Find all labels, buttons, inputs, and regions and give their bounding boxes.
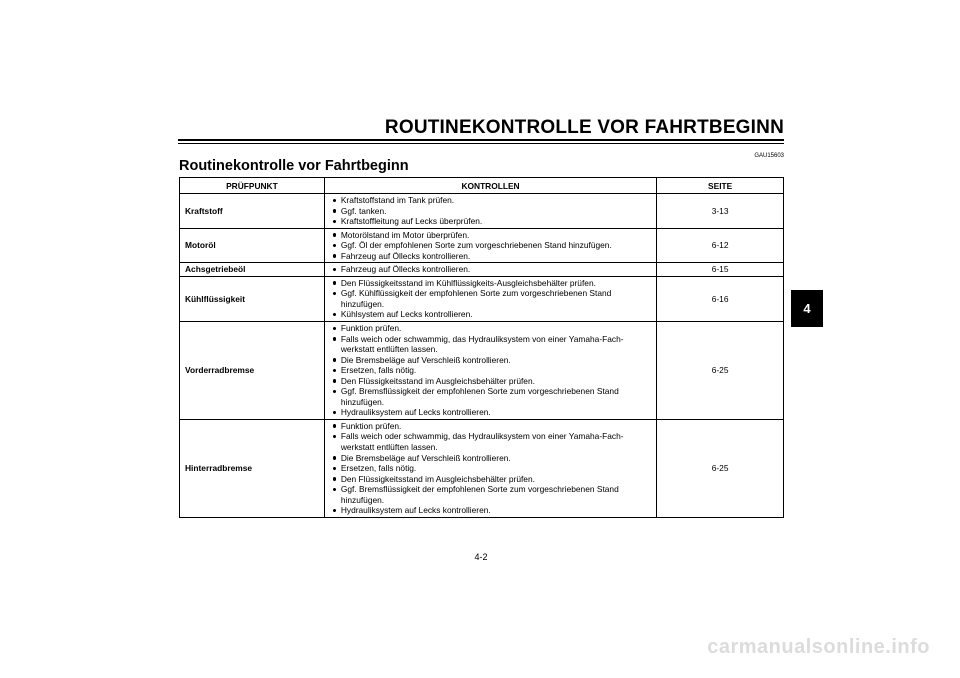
checks-list xyxy=(332,195,654,227)
check-item: Ggf. Bremsflüssigkeit der empfohlenen Sorte zum vorgeschriebenen Stand hinzufügen. xyxy=(332,484,654,505)
table-row xyxy=(180,228,784,263)
checks-list xyxy=(332,230,654,262)
page-ref-cell: 6-16 xyxy=(657,276,784,321)
check-item: Fahrzeug auf Öllecks kontrollieren. xyxy=(332,251,654,262)
item-cell: Hinterradbremse xyxy=(180,419,325,517)
checks-cell xyxy=(324,263,656,277)
check-item: Die Bremsbeläge auf Verschleiß kontrollieren. xyxy=(332,453,654,464)
item-cell: Kühlflüssigkeit xyxy=(180,276,325,321)
table-row xyxy=(180,322,784,420)
item-cell: Vorderradbremse xyxy=(180,322,325,420)
column-header-checks: KONTROLLEN xyxy=(324,178,656,194)
check-item: Den Flüssigkeitsstand im Kühlflüssigkeits-Ausgleichsbehälter prüfen. xyxy=(332,278,654,289)
check-item: Ggf. Bremsflüssigkeit der empfohlenen Sorte zum vorgeschriebenen Stand hinzufügen. xyxy=(332,386,654,407)
check-item: Ersetzen, falls nötig. xyxy=(332,463,654,474)
column-header-page: SEITE xyxy=(657,178,784,194)
checks-list xyxy=(332,323,654,418)
page-header-title: ROUTINEKONTROLLE VOR FAHRTBEGINN xyxy=(384,117,784,138)
table-row xyxy=(180,263,784,277)
section-title: Routinekontrolle vor Fahrtbeginn xyxy=(179,158,409,174)
check-item: Hydrauliksystem auf Lecks kontrollieren. xyxy=(332,407,654,418)
page-ref-cell: 3-13 xyxy=(657,194,784,229)
check-item: Ggf. Kühlflüssigkeit der empfohlenen Sorte zum vorgeschriebenen Stand hinzufügen. xyxy=(332,288,654,309)
table-row xyxy=(180,419,784,517)
item-cell: Achsgetriebeöl xyxy=(180,263,325,277)
page-ref-cell: 6-25 xyxy=(657,419,784,517)
page-ref-cell: 6-12 xyxy=(657,228,784,263)
checks-list xyxy=(332,264,654,275)
check-item: Den Flüssigkeitsstand im Ausgleichsbehälter prüfen. xyxy=(332,376,654,387)
checks-cell xyxy=(324,419,656,517)
check-item: Kraftstoffstand im Tank prüfen. xyxy=(332,195,654,206)
page-ref-cell: 6-15 xyxy=(657,263,784,277)
page-ref-cell: 6-25 xyxy=(657,322,784,420)
page-number: 4-2 xyxy=(474,552,488,562)
check-item: Motorölstand im Motor überprüfen. xyxy=(332,230,654,241)
table-row xyxy=(180,194,784,229)
table-body xyxy=(180,194,784,518)
header-rule-thick xyxy=(178,139,784,141)
checks-cell xyxy=(324,276,656,321)
checks-list xyxy=(332,421,654,516)
inspection-table xyxy=(179,177,784,518)
table-row xyxy=(180,276,784,321)
table-header-row xyxy=(180,178,784,194)
check-item: Falls weich oder schwammig, das Hydrauliksystem von einer Yamaha-Fach-werkstatt entlüften lassen. xyxy=(332,334,654,355)
checks-list xyxy=(332,278,654,320)
chapter-tab: 4 xyxy=(791,290,823,327)
checks-cell xyxy=(324,228,656,263)
check-item: Den Flüssigkeitsstand im Ausgleichsbehälter prüfen. xyxy=(332,474,654,485)
item-cell: Motoröl xyxy=(180,228,325,263)
check-item: Die Bremsbeläge auf Verschleiß kontrollieren. xyxy=(332,355,654,366)
check-item: Kühlsystem auf Lecks kontrollieren. xyxy=(332,309,654,320)
check-item: Hydrauliksystem auf Lecks kontrollieren. xyxy=(332,505,654,516)
header-rule-thin xyxy=(178,143,784,144)
item-cell: Kraftstoff xyxy=(180,194,325,229)
check-item: Funktion prüfen. xyxy=(332,421,654,432)
check-item: Ggf. Öl der empfohlenen Sorte zum vorgeschriebenen Stand hinzufügen. xyxy=(332,240,654,251)
check-item: Kraftstoffleitung auf Lecks überprüfen. xyxy=(332,216,654,227)
check-item: Funktion prüfen. xyxy=(332,323,654,334)
checks-cell xyxy=(324,194,656,229)
reference-code: GAU15603 xyxy=(754,153,784,159)
check-item: Ersetzen, falls nötig. xyxy=(332,365,654,376)
column-header-item: PRÜFPUNKT xyxy=(180,178,325,194)
checks-cell xyxy=(324,322,656,420)
check-item: Ggf. tanken. xyxy=(332,206,654,217)
check-item: Falls weich oder schwammig, das Hydrauliksystem von einer Yamaha-Fach-werkstatt entlüften lassen. xyxy=(332,431,654,452)
check-item: Fahrzeug auf Öllecks kontrollieren. xyxy=(332,264,654,275)
watermark: carmanualsonline.info xyxy=(707,636,930,658)
